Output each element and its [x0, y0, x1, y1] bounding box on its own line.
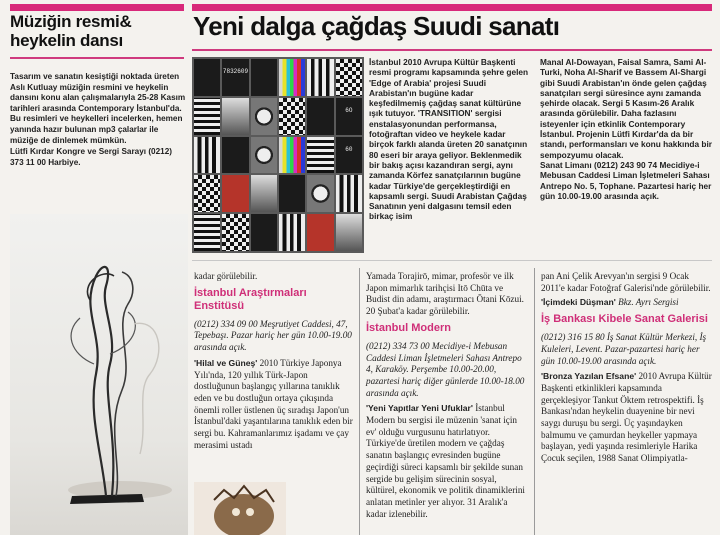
bronza-efsane-title: 'Bronza Yazılan Efsane'	[541, 371, 637, 382]
left-headline	[10, 12, 180, 50]
mosaic-tile	[194, 175, 220, 212]
mosaic-tile	[336, 175, 362, 212]
mosaic-tile	[279, 59, 305, 96]
main-article-col2-venue: Sanat Limanı (0212) 243 90 74 Mecidiye-i Mebusan Caddesi Liman İşletmeleri Sahası Antrepo No. 5, Tophane. Pazartesi hariç her gün 10.00-19.00 arasında açık.	[540, 159, 712, 201]
mosaic-tile	[222, 175, 248, 212]
column-divider	[359, 268, 360, 535]
icimdeki-dusman-note: Bkz. Ayrı Sergisi	[618, 297, 679, 308]
left-article-venue: Lütfi Kırdar Kongre ve Sergi Sarayı (0212) 373 11 00 Harbiye.	[10, 147, 172, 167]
mosaic-tile	[307, 98, 333, 135]
mosaic-tile	[194, 59, 220, 96]
listings-col2	[366, 271, 529, 520]
mosaic-tile	[222, 137, 248, 174]
artwork-mosaic	[192, 57, 364, 253]
mosaic-tile	[251, 214, 277, 251]
mosaic-number-tile: 6O	[336, 98, 362, 135]
hilal-gunes-title: 'Hilal ve Güneş'	[194, 357, 258, 368]
col2-lead-in: Yamada Torajirō, mimar, profesör ve ilk Japon mimarlık tarihçisi Itō Chūta ve Budist din adamı, araştırmacı Ōtani Kōzui. 20 Şubat'a kadar görülebilir.	[366, 271, 524, 317]
hilal-gunes-text: 2010 Türkiye Japonya Yılı'nda, 120 yıllık Türk-Japon dostluğunun başlangıç yıllarına tanıklık eden ve bu dostluğun ortaya çıkışında önemli roller üstlenen üç sıradışı Japon'un İstanbul'daki yaşantılarına tanıklık eden bir sergi bu. Kahramanlarımız işadamı ve çay merasimi ustadı	[194, 357, 353, 450]
mosaic-tile	[194, 214, 220, 251]
mosaic-tile	[222, 98, 248, 135]
wire-sculpture-illustration	[10, 214, 188, 535]
figure-illustration	[194, 482, 286, 535]
icimdeki-dusman-entry	[541, 297, 712, 309]
icimdeki-dusman-title: 'İçimdeki Düşman'	[541, 297, 616, 308]
illustration-cutout	[194, 482, 286, 535]
mosaic-number-tile: 60	[336, 137, 362, 174]
main-header-bar	[192, 4, 712, 11]
mosaic-tile	[307, 214, 333, 251]
yeni-yapitlar-title: 'Yeni Yapıtlar Yeni Ufuklar'	[366, 403, 473, 414]
left-header-bar	[10, 4, 184, 11]
kibele-gallery-info: (0212) 316 15 80 İş Sanat Kültür Merkezi, İş Kuleleri, Levent. Pazar-pazartesi hariç her gün 10.00-19.00 arasında açık.	[541, 332, 707, 366]
wire-sculpture-photo	[10, 214, 188, 535]
yeni-yapitlar-text: İstanbul Modern bu sergisi ile müzenin 'sanat için ev' olduğu vurgusunu hatırlatıyor. Türkiye'de üretilen modern ve çağdaş sanatın başlangıç evresinden bugüne geçirdiği süreci kapsamlı bir şekilde sunan sergide bu gelişim sürecinin sosyal, kültürel, ekonomik ve politik dinamiklerini anlatan metinler yer alıyor. 31 Aralık'a kadar izlenebilir.	[366, 403, 525, 519]
mosaic-tile	[251, 98, 277, 135]
left-article-body	[10, 72, 186, 168]
left-headline-line2: heykelin dansı	[10, 31, 123, 50]
mosaic-tile	[194, 98, 220, 135]
mosaic-tile	[307, 137, 333, 174]
listings-col1	[194, 271, 354, 451]
listings-col3	[541, 271, 712, 465]
bronza-efsane-text: 2010 Avrupa Kültür Başkenti etkinlikleri kapsamında gerçekleşiyor Tankut Öktem retrospektifi. İş Bankası'ndan heykelin duayenine bir nevi saygı duruşu bu sergi. Üç yaşındayken balmumu ve çamurdan heykeller yapmaya başlayan, yedi yaşında resimleriyle Harika Çocuk seçilen, 1988 Sanat Olimpiyatla-	[541, 371, 712, 464]
istanbul-modern-heading: İstanbul Modern	[366, 321, 451, 334]
main-article-col2	[540, 57, 712, 201]
kibele-gallery-entry	[541, 371, 712, 465]
mosaic-tile	[307, 59, 333, 96]
istanbul-modern-info: (0212) 334 73 00 Mecidiye-i Mebusan Caddesi Liman İşletmeleri Sahası Antrepo 4, Karaköy. Perşembe 10.00-20.00, pazartesi hariç diğer günlerde 10.00-18.00 arasında açık.	[366, 340, 525, 398]
mosaic-tile	[307, 175, 333, 212]
istanbul-modern-entry	[366, 403, 529, 520]
column-divider	[534, 268, 535, 535]
mosaic-tile	[251, 59, 277, 96]
istanbul-research-entry	[194, 358, 354, 452]
col1-lead-in: kadar görülebilir.	[194, 271, 258, 281]
mosaic-tile	[279, 137, 305, 174]
section-separator	[192, 260, 712, 261]
col3-lead-in: pan Ani Çelik Arevyan'ın sergisi 9 Ocak 2011'e kadar Fotoğraf Galerisi'nde görülebilir.	[541, 271, 711, 293]
main-article-col1: İstanbul 2010 Avrupa Kültür Başkenti resmi programı kapsamında şehre gelen 'Edge of Arabia' projesi Suudi Arabistan'ın bugüne kadar keşfedilmemiş çağdaş sanat kültürüne ışık tutuyor. 'TRANSITION' sergisi enstalasyonundan performansa, fotoğraftan video ve heykele kadar birçok farklı alanda üreten 20 sanatçının 80 eseri bir araya geliyor. Beklenmedik bir bakış açısı kazandıran sergi, aynı zamanda Körfez sanatçılarının bugüne kadar Türkiye'de gerçekleştirdiği en kapsamlı sergi. Suudi Arabistan Çağdaş Sanatının yeni dalgasını temsil eden birkaç isim	[369, 57, 529, 222]
mosaic-tile	[251, 175, 277, 212]
main-headline: Yeni dalga çağdaş Suudi sanatı	[193, 11, 560, 41]
mosaic-tile	[222, 214, 248, 251]
mosaic-tile	[279, 98, 305, 135]
mosaic-tile	[251, 137, 277, 174]
mosaic-tile	[194, 137, 220, 174]
kibele-gallery-heading: İş Bankası Kibele Sanat Galerisi	[541, 313, 708, 326]
left-title-rule	[10, 57, 184, 59]
istanbul-research-heading: İstanbul Araştırmaları Enstitüsü	[194, 286, 307, 312]
mosaic-number-tile: 7832609	[222, 59, 248, 96]
mosaic-tile	[279, 175, 305, 212]
mosaic-tile	[279, 214, 305, 251]
mosaic-tile	[336, 59, 362, 96]
mosaic-tile	[336, 214, 362, 251]
istanbul-research-info: (0212) 334 09 00 Meşrutiyet Caddesi, 47, Tepebaşı. Pazar hariç her gün 10.00-19.00 arasında açık.	[194, 318, 352, 353]
left-headline-line1: Müziğin resmi&	[10, 12, 132, 31]
left-article-text: Tasarım ve sanatın kesiştiği noktada üreten Aslı Kutluay müziğin resmini ve heykelin dansını konu alan çalışmalarıyla 25-28 Kasım tarihleri arasında Contemporary İstanbul'da. Bu resimleri ve heykelleri incelerken, hemen yanında hazır bulunan mp3 çalarlar ile müziğe de dinlemek mümkün.	[10, 72, 186, 145]
main-article-col2-text: Manal Al-Dowayan, Faisal Samra, Sami Al-Turki, Noha Al-Sharif ve Bassem Al-Shargi gibi Suudi Arabistan'ın önde gelen çağdaş sanatçıları sergi süresince aynı zamanda şehirde olacak. Sergi 5 Kasım-26 Aralık arasında görülebilir. Daha fazlasını isteyenler için etkinlik Contemporary İstanbul. Projenin Lütfi Kırdar'da da bir standı, performansları ve konu hakkında bir sempozyumu olacak.	[540, 57, 712, 160]
main-title-rule	[192, 49, 712, 51]
